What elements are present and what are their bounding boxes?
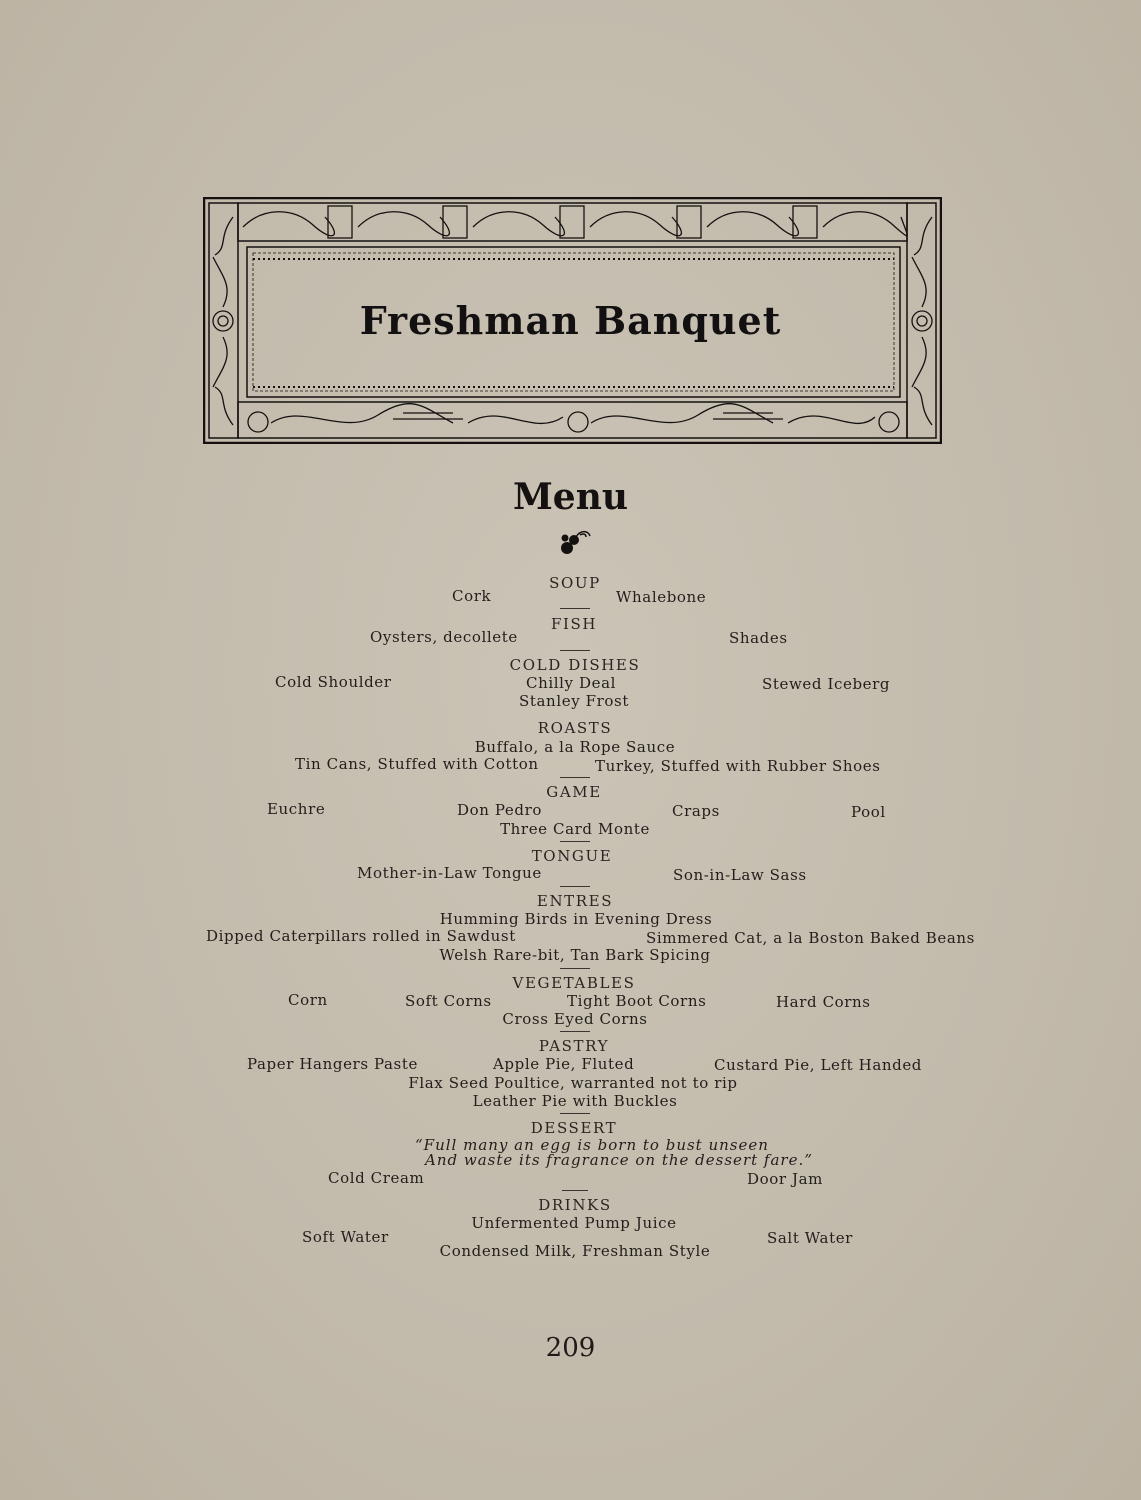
dessert-quote-line2: And waste its fragrance on the dessert fare.” [425,1151,813,1169]
menu-item: Paper Hangers Paste [247,1055,418,1073]
section-heading-tongue: TONGUE [531,847,613,865]
menu-item: Stewed Iceberg [762,675,891,693]
section-heading-roasts: ROASTS [537,719,613,737]
menu-item: Shades [729,629,788,647]
divider [560,886,590,887]
menu-item: Tin Cans, Stuffed with Cotton [295,755,539,773]
menu-item: Turkey, Stuffed with Rubber Shoes [595,757,881,775]
menu-item: Stanley Frost [519,692,629,710]
menu-item: Salt Water [767,1229,853,1247]
menu-item: Corn [288,991,328,1009]
menu-item: Leather Pie with Buckles [472,1092,678,1110]
divider [560,1113,590,1114]
menu-item: Flax Seed Poultice, warranted not to rip [408,1074,738,1092]
menu-item: Son-in-Law Sass [673,866,807,884]
section-heading-game: GAME [546,783,602,801]
section-heading-soup: SOUP [549,574,601,592]
menu-item: Door Jam [747,1170,824,1188]
menu-heading: Menu [512,476,629,518]
menu-item: Simmered Cat, a la Boston Baked Beans [646,929,975,947]
menu-item: Dipped Caterpillars rolled in Sawdust [206,927,516,945]
page-number: 209 [545,1333,596,1363]
menu-item: Humming Birds in Evening Dress [439,910,713,928]
menu-item: Buffalo, a la Rope Sauce [474,738,676,756]
section-heading-drinks: DRINKS [538,1196,612,1214]
section-heading-vegetables: VEGETABLES [512,974,636,992]
divider [560,841,590,842]
menu-item: Cork [452,587,492,605]
flourish-ornament [558,528,594,558]
menu-item: Euchre [267,800,326,818]
menu-item: Tight Boot Corns [567,992,707,1010]
menu-item: Cold Cream [328,1169,425,1187]
divider [560,777,590,778]
menu-item: Whalebone [616,588,707,606]
menu-item: Welsh Rare-bit, Tan Bark Spicing [439,946,711,964]
menu-item: Condensed Milk, Freshman Style [439,1242,711,1260]
section-heading-fish: FISH [550,615,598,633]
menu-item: Chilly Deal [525,674,617,692]
divider [560,608,590,609]
divider [560,968,590,969]
menu-item: Cross Eyed Corns [502,1010,648,1028]
divider [560,650,590,651]
section-heading-cold-dishes: COLD DISHES [509,656,641,674]
menu-item: Cold Shoulder [275,673,392,691]
banner-title: Freshman Banquet [359,298,782,343]
menu-item: Soft Corns [405,992,492,1010]
menu-item: Don Pedro [457,801,542,819]
menu-item: Mother-in-Law Tongue [357,864,542,882]
menu-item: Hard Corns [776,993,871,1011]
section-heading-dessert: DESSERT [530,1119,618,1137]
menu-item: Custard Pie, Left Handed [714,1056,923,1074]
menu-item: Oysters, decollete [370,628,518,646]
dessert-quote-line1: “Full many an egg is born to bust unseen [415,1136,769,1154]
menu-item: Apple Pie, Fluted [493,1055,635,1073]
menu-item: Pool [851,803,886,821]
divider [562,1190,588,1191]
section-heading-pastry: PASTRY [538,1037,610,1055]
menu-item: Soft Water [302,1228,389,1246]
menu-item: Unfermented Pump Juice [471,1214,677,1232]
divider [560,1031,590,1032]
section-heading-entres: ENTRES [536,892,614,910]
menu-item: Three Card Monte [500,820,650,838]
menu-item: Craps [672,802,720,820]
